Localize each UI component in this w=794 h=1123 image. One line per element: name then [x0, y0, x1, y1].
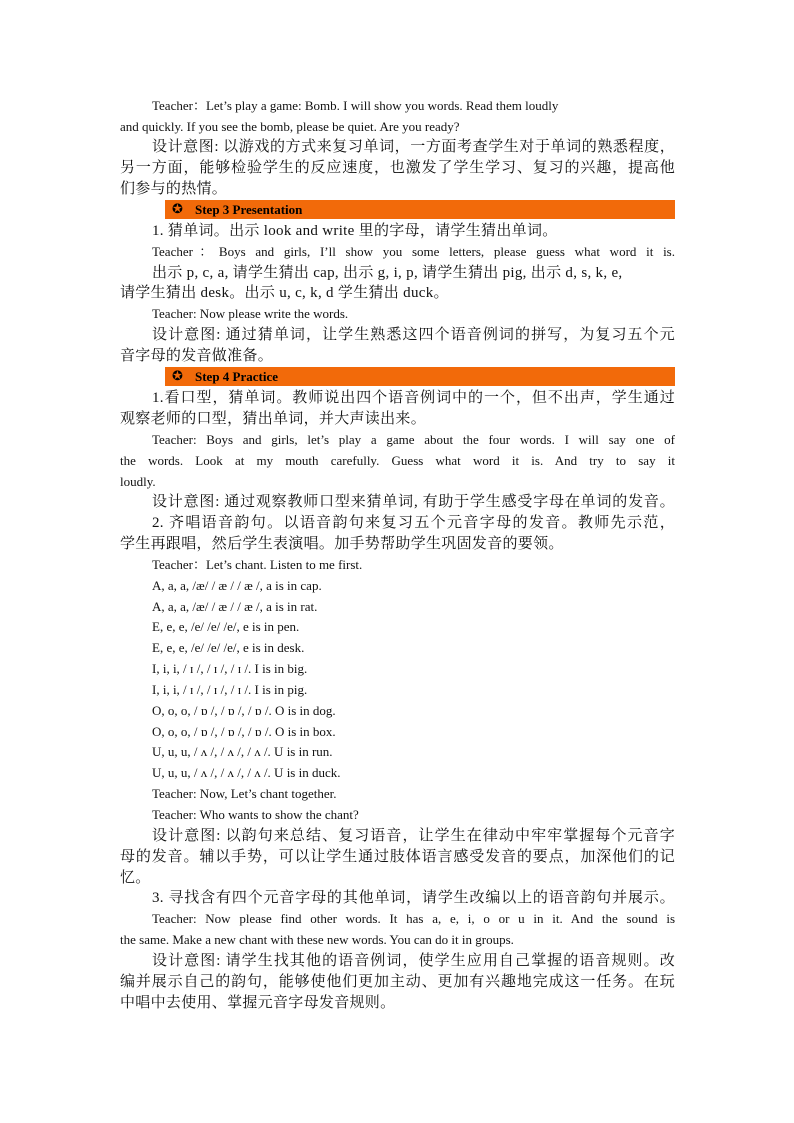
step-3-heading-bar [165, 200, 675, 219]
activity-line: 2. 齐唱语音韵句。以语音韵句来复习五个元音字母的发音。教师先示范， [152, 515, 675, 531]
chant-line: E, e, e, /e/ /e/ /e/, e is in pen. [152, 619, 300, 634]
teacher-line: Teacher: Who wants to show the chant? [152, 807, 359, 822]
teacher-line: Teacher：Let’s chant. Listen to me first. [152, 557, 363, 572]
teacher-line-cont: and quickly. If you see the bomb, please be quiet. Are you ready? [120, 119, 460, 134]
teacher-line: Teacher: Now, Let’s chant together. [152, 786, 337, 801]
design-intent-line: 音字母的发音做准备。 [120, 348, 274, 364]
teacher-line: Teacher: Now please write the words. [152, 306, 349, 321]
star-icon: ✪ [172, 369, 183, 384]
step-4-heading: Step 4 Practice [195, 369, 279, 384]
chant-line: U, u, u, / ʌ /, / ʌ /, / ʌ /. U is in duck. [152, 765, 341, 780]
teacher-line: Teacher：Let’s play a game: Bomb. I will show you words. Read them loudly [152, 98, 559, 113]
chant-line: E, e, e, /e/ /e/ /e/, e is in desk. [152, 640, 305, 655]
step-3-heading: Step 3 Presentation [195, 202, 303, 217]
design-intent-line: 另一方面，能够检验学生的反应速度，也激发了学生学习、复习的兴趣，提高他 [120, 160, 675, 176]
chant-line: O, o, o, / ɒ /, / ɒ /, / ɒ /. O is in box. [152, 724, 336, 739]
teacher-line-cont: the words. Look at my mouth carefully. Guess what word it is. And try to say it [120, 453, 675, 468]
design-intent-line: 们参与的热情。 [120, 181, 228, 197]
design-intent-line: 设计意图: 请学生找其他的语音例词，使学生应用自己掌握的语音规则。改 [152, 953, 675, 969]
chant-line: A, a, a, /æ/ / æ / / æ /, a is in cap. [152, 578, 322, 593]
teacher-line: Teacher：Boys and girls, I’ll show you some letters, please guess what word it is. [152, 244, 675, 259]
design-intent-line: 设计意图: 以韵句来总结、复习语音，让学生在律动中牢牢掌握每个元音字 [152, 828, 675, 844]
teacher-line-cont: loudly. [120, 474, 156, 489]
star-icon: ✪ [172, 202, 183, 217]
design-intent-line: 设计意图: 通过观察教师口型来猜单词, 有助于学生感受字母在单词的发音。 [152, 494, 675, 510]
chant-line: I, i, i, / ɪ /, / ɪ /, / ɪ /. I is in pig. [152, 682, 308, 697]
teacher-line: Teacher: Now please find other words. It has a, e, i, o or u in it. And the sound is [152, 911, 675, 926]
design-intent-line: 设计意图: 通过猜单词，让学生熟悉这四个语音例词的拼写，为复习五个元 [152, 327, 675, 343]
design-intent-line: 设计意图: 以游戏的方式来复习单词，一方面考查学生对于单词的熟悉程度， [152, 139, 675, 155]
activity-line: 观察老师的口型，猜出单词，并大声读出来。 [120, 411, 427, 427]
design-intent-line: 中唱中去使用、掌握元音字母发音规则。 [120, 995, 396, 1011]
step-4-heading-bar [165, 367, 675, 386]
activity-line: 请学生猜出 desk。出示 u, c, k, d 学生猜出 duck。 [120, 285, 449, 301]
activity-line: 学生再跟唱，然后学生表演唱。加手势帮助学生巩固发音的要领。 [120, 536, 564, 552]
activity-line: 3. 寻找含有四个元音字母的其他单词，请学生改编以上的语音韵句并展示。 [152, 890, 675, 906]
chant-line: O, o, o, / ɒ /, / ɒ /, / ɒ /. O is in dog. [152, 703, 336, 718]
design-intent-line: 忆。 [120, 870, 151, 886]
teacher-line-cont: the same. Make a new chant with these new words. You can do it in groups. [120, 932, 514, 947]
chant-line: U, u, u, / ʌ /, / ʌ /, / ʌ /. U is in run. [152, 744, 333, 759]
activity-line: 出示 p, c, a, 请学生猜出 cap, 出示 g, i, p, 请学生猜出 pig, 出示 d, s, k, e, [152, 265, 623, 281]
design-intent-line: 编并展示自己的韵句，能够使他们更加主动、更加有兴趣地完成这一任务。在玩 [120, 974, 675, 990]
chant-line: I, i, i, / ɪ /, / ɪ /, / ɪ /. I is in big. [152, 661, 308, 676]
design-intent-line: 母的发音。辅以手势，可以让学生通过肢体语言感受发音的要点，加深他们的记 [120, 849, 675, 865]
teacher-line: Teacher: Boys and girls, let’s play a game about the four words. I will say one of [152, 432, 675, 447]
activity-line: 1. 猜单词。出示 look and write 里的字母，请学生猜出单词。 [152, 223, 558, 239]
activity-line: 1.看口型，猜单词。教师说出四个语音例词中的一个，但不出声，学生通过 [152, 390, 675, 406]
chant-line: A, a, a, /æ/ / æ / / æ /, a is in rat. [152, 599, 318, 614]
